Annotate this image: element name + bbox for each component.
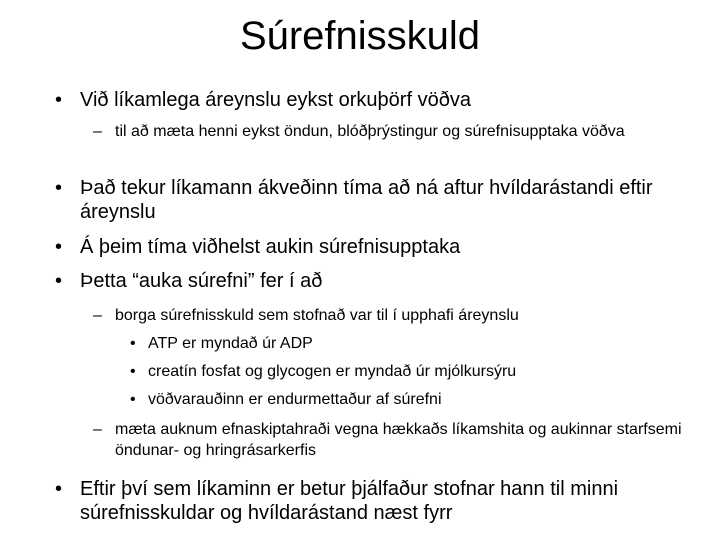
bullet-marker: •: [130, 391, 136, 408]
bullet-marker: •: [130, 335, 136, 352]
bullet-marker: •: [130, 363, 136, 380]
bullet-text: til að mæta henni eykst öndun, blóðþrýstingur og súrefnisupptaka vöðva: [115, 123, 625, 140]
bullet-marker: •: [55, 236, 63, 258]
bullet-item: [55, 88, 705, 112]
sub-bullet-item: [93, 419, 693, 461]
bullet-text: Á þeim tíma viðhelst aukin súrefnisupptaka: [80, 236, 461, 258]
bullet-text: borga súrefnisskuld sem stofnað var til í upphafi áreynslu: [115, 307, 519, 324]
bullet-text: vöðvarauðinn er endurmettaður af súrefni: [148, 391, 442, 408]
sub-bullet-item: [93, 305, 693, 326]
bullet-item: [55, 477, 705, 525]
bullet-text: ATP er myndað úr ADP: [148, 335, 313, 352]
bullet-marker: •: [55, 478, 63, 500]
sub-sub-bullet-item: [130, 333, 690, 354]
bullet-item: [55, 176, 705, 224]
bullet-marker: •: [55, 177, 63, 199]
bullet-text: Það tekur líkamann ákveðinn tíma að ná aftur hvíldarástandi eftir áreynslu: [80, 177, 653, 223]
bullet-text: Eftir því sem líkaminn er betur þjálfaður stofnar hann til minni súrefnisskuldar og hvíldarástand næst fyrr: [80, 478, 619, 524]
bullet-marker: •: [55, 89, 63, 111]
bullet-text: Við líkamlega áreynslu eykst orkuþörf vöðva: [80, 89, 471, 111]
sub-sub-bullet-item: [130, 361, 690, 382]
sub-sub-bullet-item: [130, 389, 690, 410]
bullet-marker: •: [55, 270, 63, 292]
sub-bullet-item: [93, 121, 693, 142]
bullet-text: creatín fosfat og glycogen er myndað úr mjólkursýru: [148, 363, 517, 380]
bullet-text: Þetta “auka súrefni” fer í að: [80, 270, 323, 292]
bullet-item: [55, 269, 705, 293]
bullet-item: [55, 235, 705, 259]
bullet-marker: –: [93, 421, 102, 438]
bullet-marker: –: [93, 123, 102, 140]
bullet-marker: –: [93, 307, 102, 324]
bullet-text: mæta auknum efnaskiptahraði vegna hækkaðs líkamshita og aukinnar starfsemi öndunar- og hringrásarkerfis: [115, 421, 682, 459]
slide-title: Súrefnisskuld: [239, 14, 481, 58]
